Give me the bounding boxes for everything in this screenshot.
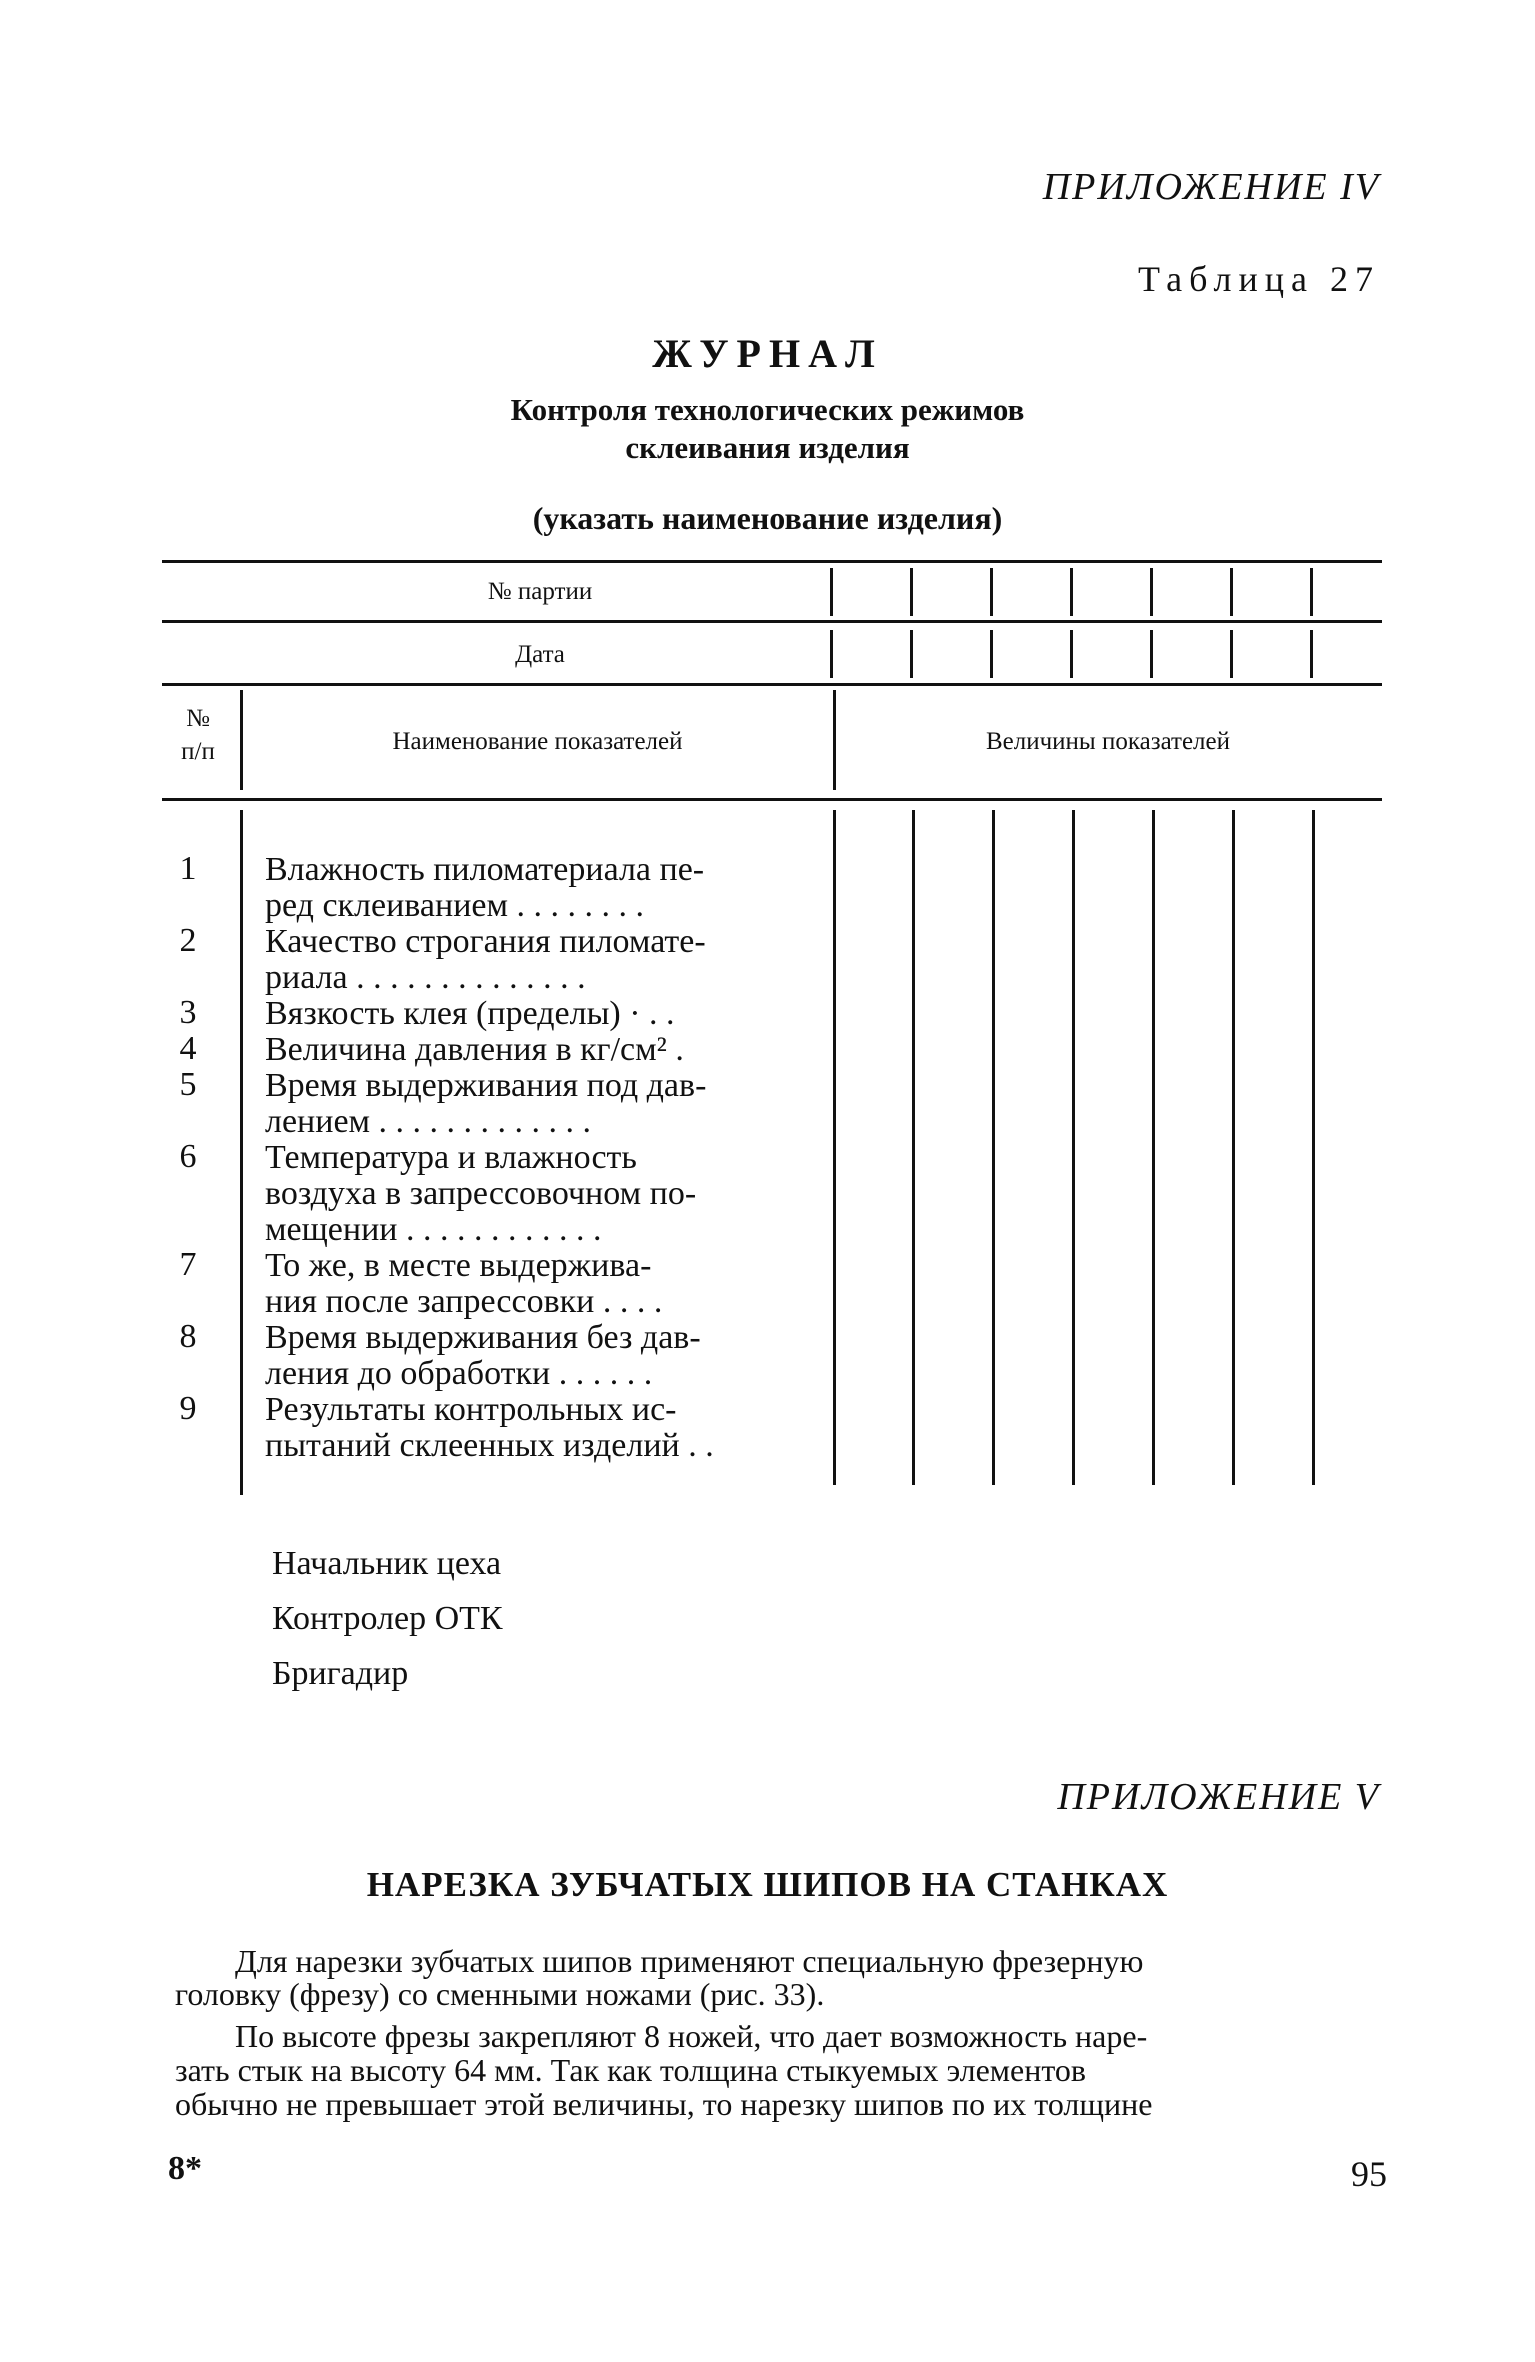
- row-indicator: То же, в месте выдержива- ния после запрессовки . . . .: [265, 1248, 663, 1320]
- row-number: 2: [179, 922, 197, 959]
- row-indicator: Величина давления в кг/см² .: [265, 1032, 684, 1068]
- row-indicator: Результаты контрольных ис- пытаний склеенных изделий . .: [265, 1392, 714, 1464]
- table-date-rule: [162, 683, 1382, 686]
- paragraph-line: зать стык на высоту 64 мм. Так как толщина стыкуемых элементов: [175, 2052, 1087, 2088]
- journal-subtitle-2: склеивания изделия: [625, 430, 910, 465]
- row-number: 9: [179, 1390, 197, 1427]
- table-batch-rule: [162, 620, 1382, 623]
- row-indicator: Влажность пиломатериала пе- ред склеиванием . . . . . . . .: [265, 852, 705, 924]
- signature-controller: Контролер ОТК: [272, 1600, 503, 1637]
- table-top-rule: [162, 560, 1382, 563]
- section-title: НАРЕЗКА ЗУБЧАТЫХ ШИПОВ НА СТАНКАХ: [366, 1865, 1169, 1904]
- row-indicator: Качество строгания пиломате- риала . . . . . . . . . . . . . .: [265, 924, 706, 996]
- row-indicator: Время выдерживания под дав- лением . . . . . . . . . . . . .: [265, 1068, 707, 1140]
- row-number: 7: [179, 1246, 197, 1283]
- row-number: 1: [179, 850, 197, 887]
- row-number: 5: [179, 1066, 197, 1103]
- appendix-label: ПРИЛОЖЕНИЕ IV: [1042, 166, 1380, 208]
- signature-foreman: Бригадир: [272, 1655, 409, 1692]
- header-divider-values: [833, 690, 836, 790]
- table-header-rule: [162, 798, 1382, 801]
- appendix-v-label: ПРИЛОЖЕНИЕ V: [1057, 1776, 1380, 1818]
- col-num-label-1: №: [186, 705, 210, 732]
- row-indicator: Время выдерживания без дав- ления до обработки . . . . . .: [265, 1320, 701, 1392]
- row-number: 8: [179, 1318, 197, 1355]
- date-label: Дата: [515, 641, 565, 668]
- journal-subtitle-1: Контроля технологических режимов: [510, 392, 1025, 427]
- col-values-header: Величины показателей: [985, 728, 1231, 755]
- paragraph-line: обычно не превышает этой величины, то нарезку шипов по их толщине: [175, 2086, 1153, 2122]
- signature-shop-head: Начальник цеха: [272, 1545, 502, 1582]
- row-number: 6: [179, 1138, 197, 1175]
- signature-mark: 8*: [168, 2150, 202, 2187]
- row-indicator: Вязкость клея (пределы) · . .: [265, 996, 675, 1032]
- row-indicator: Температура и влажность воздуха в запрессовочном по- мещении . . . . . . . . . . . .: [265, 1140, 697, 1248]
- paragraph-line: Для нарезки зубчатых шипов применяют специальную фрезерную: [235, 1943, 1144, 1979]
- journal-title: ЖУРНАЛ: [652, 331, 883, 376]
- row-number: 4: [179, 1030, 197, 1067]
- batch-label: № партии: [487, 578, 593, 605]
- body-divider-num: [240, 810, 243, 1495]
- product-name-note: (указать наименование изделия): [532, 500, 1003, 536]
- row-number: 3: [179, 994, 197, 1031]
- paragraph-line: По высоте фрезы закрепляют 8 ножей, что дает возможность наре-: [235, 2018, 1148, 2054]
- paragraph-line: головку (фрезу) со сменными ножами (рис. 33).: [175, 1976, 825, 2012]
- col-num-label-2: п/п: [181, 738, 215, 765]
- col-name-header: Наименование показателей: [392, 728, 683, 755]
- header-divider-num: [240, 690, 243, 790]
- body-divider-values: [833, 810, 836, 1485]
- table-label: Таблица 27: [1138, 259, 1380, 299]
- page-number: 95: [1351, 2154, 1387, 2194]
